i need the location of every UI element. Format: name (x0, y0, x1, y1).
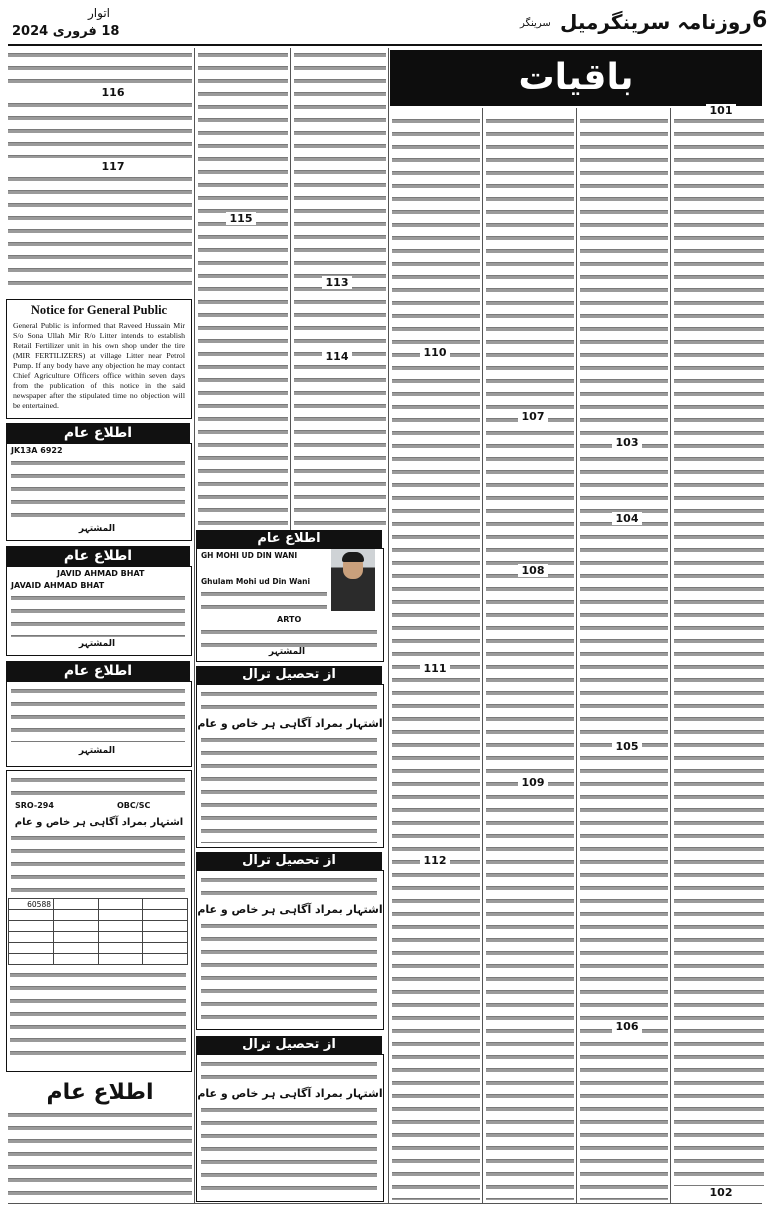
newspaper-name: روزنامہ سرینگرمیل (560, 10, 752, 34)
ad-heading: اطلاع عام (6, 661, 190, 681)
name-english: JAVID AHMAD BHAT (57, 569, 145, 578)
article-column (392, 116, 480, 1200)
vehicle-number: JK13A 6922 (11, 446, 63, 455)
continuation-number: 106 (612, 1020, 642, 1033)
ad-text (11, 833, 185, 893)
continuation-number: 111 (420, 662, 450, 675)
ad-heading: اطلاع عام (46, 1080, 154, 1105)
ad-text (201, 1105, 377, 1197)
ad-box (6, 443, 192, 541)
ad-signature: المشتہر (78, 524, 116, 534)
article-column (580, 116, 668, 1200)
ad-heading: از تحصیل ترال (196, 852, 382, 870)
ad-title: اشتہار بمراد آگاہی ہر خاص و عام (197, 1087, 383, 1100)
ad-text (11, 686, 185, 742)
column-rule (290, 48, 291, 530)
ad-box (6, 566, 192, 656)
article-column (8, 50, 192, 84)
ad-box (196, 870, 384, 1030)
article-column (198, 50, 288, 526)
ad-text (201, 921, 377, 1025)
certificate-type: OBC/SC (117, 801, 151, 810)
ad-text (11, 458, 185, 520)
column-rule (576, 108, 577, 1203)
article-column (8, 174, 192, 294)
article-column (674, 116, 764, 1186)
continuation-number: 109 (518, 776, 548, 789)
ad-text (11, 593, 185, 637)
name-english: GH MOHI UD DIN WANI (201, 551, 298, 560)
certificate-code: SRO-294 (15, 801, 54, 810)
article-column (8, 100, 192, 158)
footer-rule (8, 1203, 762, 1204)
ad-heading: اطلاع عام (6, 423, 190, 443)
ad-title: اشتہار بمراد آگاہی ہر خاص و عام (197, 903, 383, 916)
ad-heading: اطلاع عام (196, 530, 382, 548)
column-rule (194, 48, 195, 1203)
continuation-number: 113 (322, 276, 352, 289)
ad-box (196, 1054, 384, 1202)
column-rule (482, 108, 483, 1203)
ad-text (201, 589, 327, 611)
ad-text (201, 1059, 377, 1083)
section-title: باقیات (390, 50, 762, 106)
header-rule (8, 44, 762, 46)
ad-text (201, 627, 377, 647)
article-column (486, 116, 574, 1200)
ad-heading: از تحصیل ترال (196, 1036, 382, 1054)
ad-box (6, 681, 192, 767)
continuation-number: 104 (612, 512, 642, 525)
ad-title: اشتہار بمراد آگاہی ہر خاص و عام (197, 717, 383, 730)
column-rule (388, 48, 389, 1203)
continuation-number: 114 (322, 350, 352, 363)
rto-label: ARTO (277, 615, 302, 624)
continuation-number: 108 (518, 564, 548, 577)
ad-text (201, 875, 377, 899)
continuation-number: 101 (706, 104, 736, 117)
ad-signature: المشتہر (78, 746, 116, 756)
continuation-number: 102 (706, 1186, 736, 1199)
ad-heading: اطلاع عام (6, 546, 190, 566)
page-number: 6 (752, 8, 768, 33)
issue-day: اتوار (88, 6, 111, 20)
public-notice-english (6, 299, 192, 419)
ad-heading: از تحصیل ترال (196, 666, 382, 684)
ad-signature: المشتہر (78, 639, 116, 649)
continuation-number: 110 (420, 346, 450, 359)
ad-title: اشتہار بمراد آگاہی ہر خاص و عام (14, 817, 184, 828)
notice-title: Notice for General Public (30, 303, 168, 317)
ad-text (11, 775, 185, 795)
column-rule (670, 108, 671, 1203)
continuation-number: 105 (612, 740, 642, 753)
continuation-number: 115 (226, 212, 256, 225)
ad-text (201, 689, 377, 713)
name-english: JAVAID AHMAD BHAT (11, 581, 105, 590)
ad-box (196, 684, 384, 848)
applicant-photo (331, 549, 375, 611)
continuation-number: 116 (98, 86, 128, 99)
issue-date: 18 فروری 2024 (12, 24, 120, 39)
fee-table (8, 898, 188, 965)
continuation-number: 117 (98, 160, 128, 173)
newspaper-city: سرینگر (520, 18, 551, 29)
ad-text (10, 970, 186, 1064)
name-english: Ghulam Mohi ud Din Wani (201, 577, 311, 586)
amount-cell: 60588 (9, 899, 54, 910)
continuation-number: 103 (612, 436, 642, 449)
continuation-number: 112 (420, 854, 450, 867)
notice-body: General Public is informed that Raveed Hussain Mir S/o Sona Ullah Mir R/o Litter intends to establish Retail Fertilizer unit in his own shop under the tire (MIR FERTILIZERS) at village Litter near Petrol Pump. If any body have any objection he may contact Chief Agriculture Officers office within seven days from the publication of this notice in the said newspaper after the stipulated time no objection will be entertained. (13, 321, 185, 410)
ad-signature: المشتہر (268, 647, 306, 657)
continuation-number: 107 (518, 410, 548, 423)
ad-text (8, 1110, 192, 1200)
ad-text (201, 735, 377, 843)
